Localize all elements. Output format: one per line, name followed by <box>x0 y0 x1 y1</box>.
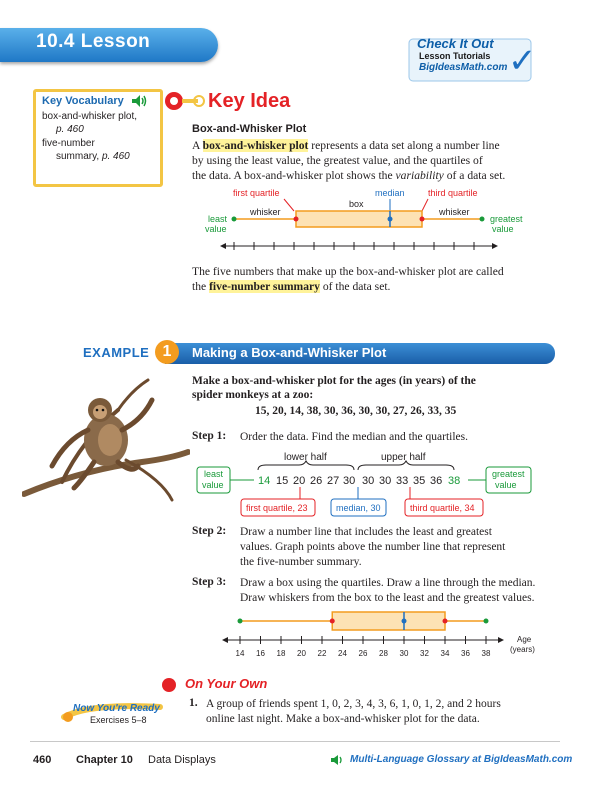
number-line-arrow-right <box>492 243 498 249</box>
ordered-value: 20 <box>293 475 306 487</box>
greatest-value-text-2: value <box>495 480 517 490</box>
tick-label: 34 <box>440 649 450 658</box>
key-idea-paragraph-line1: A box-and-whisker plot represents a data set along a number line <box>192 139 500 152</box>
spider-monkey-image <box>22 370 190 510</box>
vocab-term-five-number: five-number <box>42 138 95 149</box>
step3-label: Step 3: <box>192 576 227 588</box>
tick-label: 32 <box>420 649 429 658</box>
tick-label: 28 <box>379 649 388 658</box>
median-text: median, 30 <box>336 503 381 513</box>
axis-arrow-left <box>222 637 228 643</box>
axis-label-age: Age <box>517 635 532 644</box>
example-number: 1 <box>155 340 179 364</box>
arrow-first-quartile <box>284 199 294 211</box>
box <box>332 612 445 630</box>
chapter-title: Data Displays <box>148 754 216 766</box>
key-idea-paragraph-line3: the data. A box-and-whisker plot shows the variability of a data set. <box>192 169 506 182</box>
ordered-value: 26 <box>310 475 323 487</box>
box-plot-marks <box>238 612 489 630</box>
point-q1 <box>294 217 299 222</box>
label-whisker-left: whisker <box>250 207 281 217</box>
box-whisker-heading: Box-and-Whisker Plot <box>192 123 307 135</box>
speaker-icon[interactable] <box>131 94 147 108</box>
footer-divider <box>30 741 560 742</box>
tick-label: 14 <box>235 649 245 658</box>
key-vocabulary-title: Key Vocabulary <box>42 95 124 107</box>
speaker-icon[interactable] <box>330 754 345 766</box>
key-idea-diagram <box>196 185 526 257</box>
step1-text: Order the data. Find the median and the quartiles. <box>240 431 469 443</box>
tick-label: 38 <box>481 649 491 658</box>
term-five-number-summary: five-number summary <box>209 280 320 293</box>
number-line-arrow-left <box>220 243 226 249</box>
checkmark-icon: ✓ <box>508 42 537 80</box>
point-q3 <box>420 217 425 222</box>
five-number-paragraph-line2: the five-number summary of the data set. <box>192 280 391 293</box>
step3-text-line1: Draw a box using the quartiles. Draw a line through the median. <box>240 577 536 589</box>
point-q1 <box>330 619 335 624</box>
site-link[interactable]: BigIdeasMath.com <box>419 62 508 73</box>
axis-label-years: (years) <box>510 645 535 654</box>
least-value-text-1: least <box>204 469 224 479</box>
ordered-value: 30 <box>362 475 375 487</box>
example-data-line: 15, 20, 14, 38, 30, 36, 30, 30, 27, 26, 33, 35 <box>255 405 457 417</box>
vocab-page: p. 460 <box>56 124 84 135</box>
five-number-paragraph-line1: The five numbers that make up the box-and-whisker plot are called <box>192 265 504 278</box>
step2-text-line1: Draw a number line that includes the least and greatest <box>240 526 492 538</box>
ordered-value: 38 <box>448 475 461 487</box>
page-number: 460 <box>33 754 52 766</box>
ordered-values <box>258 475 460 487</box>
example-prompt-line1: Make a box-and-whisker plot for the ages (in years) of the <box>192 375 476 387</box>
label-third-quartile: third quartile <box>428 188 478 198</box>
exercise-text-line2: online last night. Make a box-and-whisker plot for the data. <box>206 713 480 725</box>
label-first-quartile: first quartile <box>233 188 280 198</box>
step2-label: Step 2: <box>192 525 227 537</box>
point-q3 <box>443 619 448 624</box>
label-box: box <box>349 199 364 209</box>
ordered-value: 33 <box>396 475 409 487</box>
tick-label: 18 <box>276 649 286 658</box>
fq-text: first quartile, 23 <box>246 503 308 513</box>
point-least <box>232 217 237 222</box>
step2-text-line3: the five-number summary. <box>240 556 362 568</box>
tick-label: 20 <box>297 649 306 658</box>
box-and-whisker-chart <box>220 608 550 668</box>
tick-label: 16 <box>256 649 265 658</box>
greatest-value-text-1: greatest <box>492 469 525 479</box>
example-label: EXAMPLE <box>83 345 150 360</box>
vocab-term-box-and-whisker: box-and-whisker plot, <box>42 111 138 122</box>
tick-label: 22 <box>317 649 327 658</box>
check-it-out-label: Check It Out <box>417 36 494 51</box>
label-least-value-2: value <box>205 224 227 234</box>
exercise-number: 1. <box>189 697 198 709</box>
point-median <box>402 619 407 624</box>
lesson-title: 10.4 Lesson <box>36 31 151 52</box>
example-prompt-line2: spider monkeys at a zoo: <box>192 389 314 401</box>
ordered-value: 30 <box>343 475 356 487</box>
box <box>296 211 422 227</box>
step1-label: Step 1: <box>192 430 227 442</box>
label-greatest-value-2: value <box>492 224 514 234</box>
exercise-text-line1: A group of friends spent 1, 0, 2, 3, 4, 3, 6, 1, 0, 1, 2, and 2 hours <box>206 698 501 710</box>
glossary-link[interactable]: Multi-Language Glossary at BigIdeasMath.com <box>350 754 573 765</box>
step3-text-line2: Draw whiskers from the box to the least and the greatest values. <box>240 592 535 604</box>
arrow-third-quartile <box>422 199 428 211</box>
upper-half-label: upper half <box>381 452 426 463</box>
ordered-value: 36 <box>430 475 443 487</box>
point-median <box>388 217 393 222</box>
tick-label: 30 <box>399 649 409 658</box>
tick-label: 26 <box>358 649 368 658</box>
label-whisker-right: whisker <box>439 207 470 217</box>
ordered-value: 27 <box>327 475 340 487</box>
least-value-text-2: value <box>202 480 224 490</box>
point-least <box>238 619 243 624</box>
key-idea-title: Key Idea <box>208 90 291 112</box>
lesson-tutorials-label: Lesson Tutorials <box>419 51 491 61</box>
tick-label: 24 <box>338 649 347 658</box>
now-youre-ready-label: Now You're Ready <box>73 703 160 714</box>
ordered-value: 30 <box>379 475 392 487</box>
ordered-value: 14 <box>258 475 271 487</box>
point-greatest <box>480 217 485 222</box>
ordered-value: 35 <box>413 475 426 487</box>
key-idea-paragraph-line2: by using the least value, the greatest value, and the quartiles of <box>192 154 483 167</box>
box-plot-axis <box>222 636 504 658</box>
axis-arrow-right <box>498 637 504 643</box>
chapter-label: Chapter 10 <box>76 754 133 766</box>
tq-text: third quartile, 34 <box>410 503 475 513</box>
term-box-and-whisker-plot: box-and-whisker plot <box>202 139 309 152</box>
key-icon <box>163 90 205 112</box>
label-least-value-1: least <box>208 214 228 224</box>
exercises-link[interactable]: Exercises 5–8 <box>90 715 147 725</box>
tick-label: 36 <box>461 649 470 658</box>
label-median: median <box>375 188 405 198</box>
ordered-data-diagram <box>196 447 548 519</box>
ordered-value: 15 <box>276 475 289 487</box>
vocab-term-summary: summary, p. 460 <box>56 151 130 162</box>
lower-half-label: lower half <box>284 452 327 463</box>
label-greatest-value-1: greatest <box>490 214 523 224</box>
on-your-own-title: On Your Own <box>185 676 268 691</box>
step2-text-line2: values. Graph points above the number line that represent <box>240 541 506 553</box>
point-greatest <box>484 619 489 624</box>
on-your-own-bullet <box>162 678 176 692</box>
example-title: Making a Box-and-Whisker Plot <box>192 345 387 360</box>
